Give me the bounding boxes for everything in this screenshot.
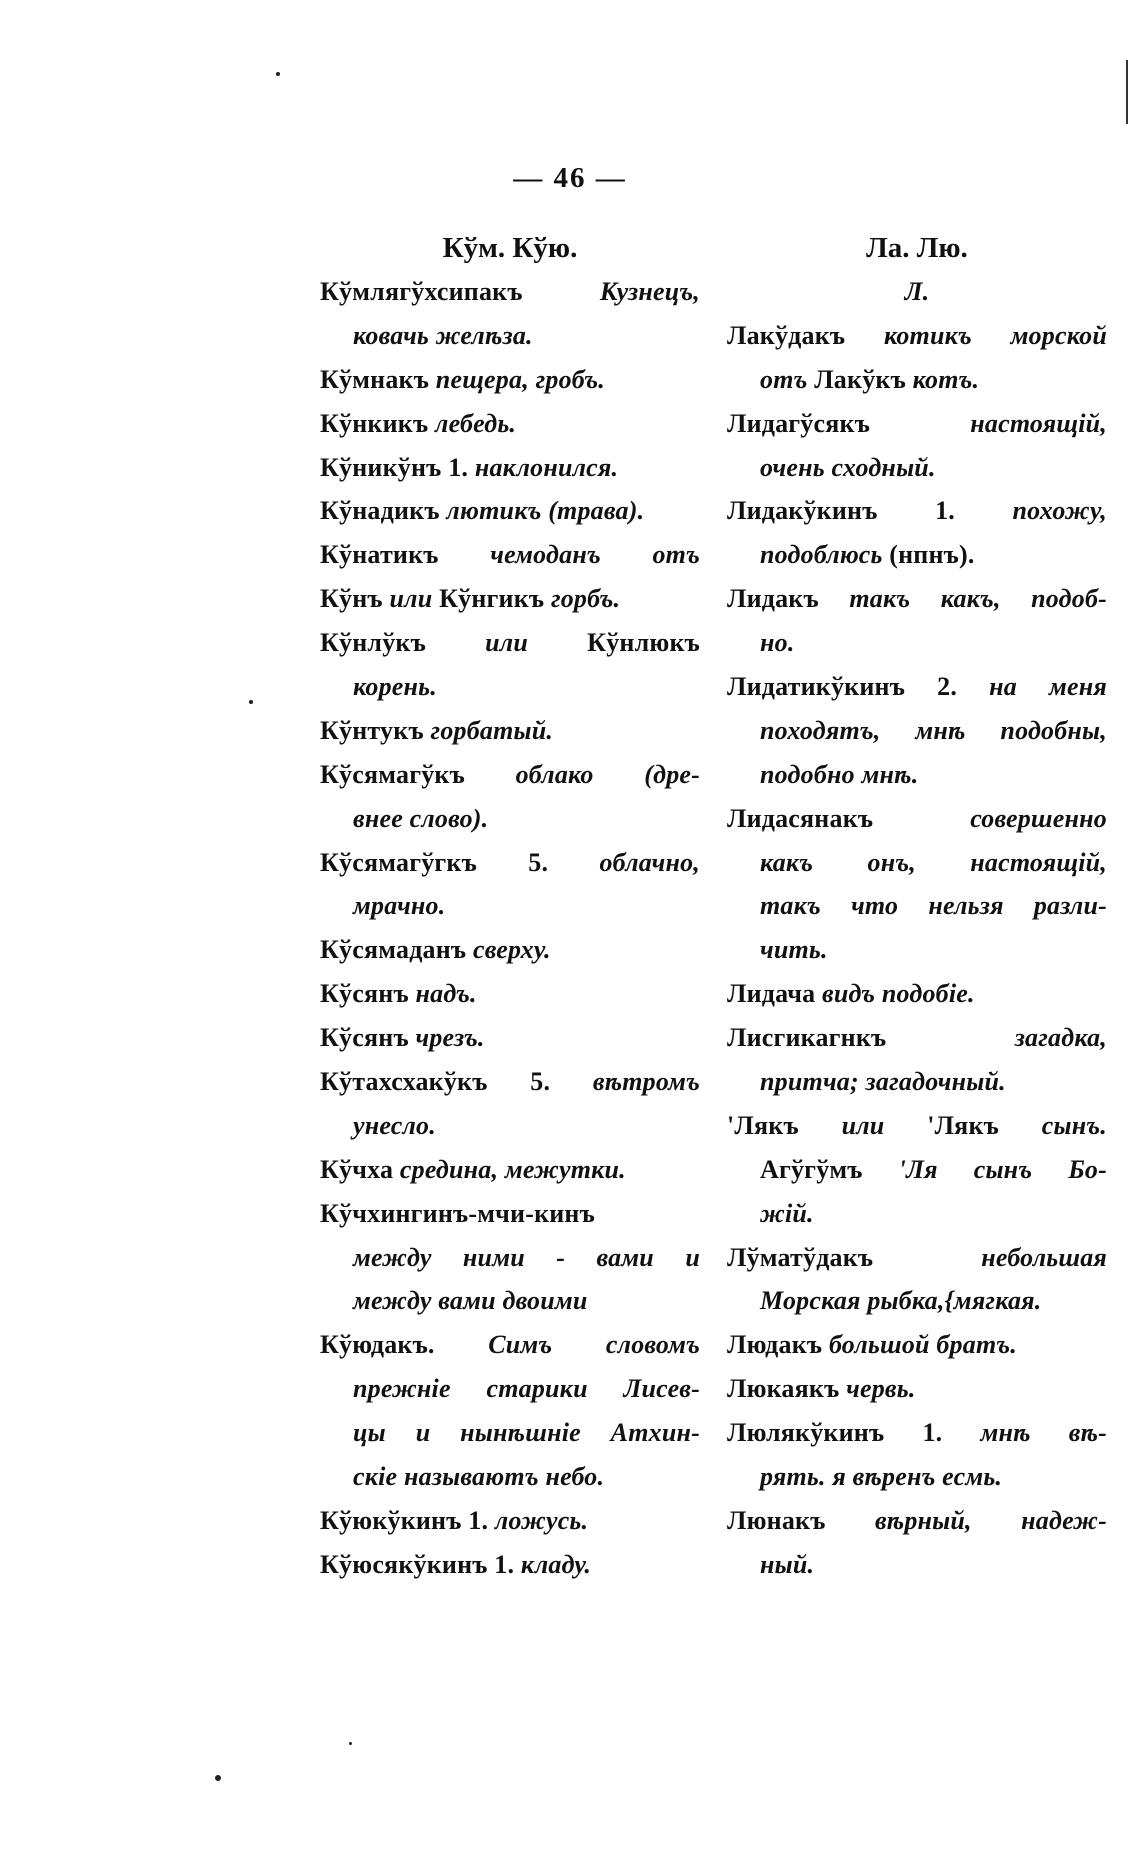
headword: Лакўкъ — [814, 364, 913, 394]
definition: ный. — [760, 1549, 815, 1579]
definition: ковачь желѣза. — [353, 320, 533, 350]
dictionary-line — [727, 753, 1107, 797]
definition: прежніе старики Лисев- — [353, 1374, 700, 1404]
definition: вѣтромъ — [592, 1067, 700, 1097]
definition: или — [485, 628, 588, 658]
dictionary-line — [727, 270, 1107, 314]
dictionary-line — [320, 1236, 700, 1280]
dictionary-line — [727, 665, 1107, 709]
headword: Кўюкўкинъ 1. — [320, 1505, 495, 1535]
headword: Лидакўкинъ 1. — [727, 496, 1013, 526]
definition: притча; загадочный. — [760, 1067, 1006, 1097]
dictionary-line — [320, 841, 700, 885]
definition: горбъ. — [550, 584, 621, 614]
left-column-header: Кўм. Кўю. — [442, 232, 578, 264]
dictionary-line — [727, 797, 1107, 841]
dictionary-line — [727, 1323, 1107, 1367]
definition: чрезъ. — [415, 1023, 485, 1053]
definition: средина, межутки. — [399, 1154, 626, 1184]
scan-speck — [276, 72, 280, 76]
definition: видъ подобіе. — [822, 979, 975, 1009]
headword: (нпнъ). — [889, 540, 975, 570]
definition: унесло. — [353, 1110, 436, 1140]
dictionary-line — [727, 533, 1107, 577]
definition: надъ. — [415, 979, 477, 1009]
definition: небольшая — [981, 1242, 1107, 1272]
headword: Кўмлягўхсипакъ — [320, 277, 600, 306]
headword: Лисгикагнкъ — [727, 1023, 1015, 1053]
dictionary-line — [727, 1060, 1107, 1104]
definition: Морская рыбка,{мягкая. — [760, 1286, 1042, 1316]
headword: Кўюдакъ. — [320, 1330, 489, 1360]
definition: чемоданъ отъ — [490, 540, 700, 570]
definition: лебедь. — [435, 408, 517, 438]
dictionary-line — [727, 1104, 1107, 1148]
definition: подоблюсь — [760, 540, 890, 570]
left-column — [320, 226, 700, 1587]
scan-speck — [349, 1742, 352, 1745]
dictionary-line — [320, 358, 700, 402]
definition: ложусь. — [494, 1505, 589, 1535]
definition: жій. — [760, 1198, 814, 1228]
definition: мнѣ вѣ- — [980, 1418, 1107, 1448]
dictionary-line — [727, 1455, 1107, 1499]
definition: сынъ. — [1041, 1110, 1107, 1140]
definition: большой братъ. — [828, 1330, 1017, 1360]
headword: Кўнтукъ — [320, 715, 431, 745]
dictionary-line — [320, 1148, 700, 1192]
dictionary-line — [320, 1411, 700, 1455]
definition: или — [389, 584, 440, 614]
definition: походятъ, мнѣ подобны, — [760, 715, 1107, 745]
definition: совершенно — [970, 803, 1107, 833]
definition: Кузнецъ, — [599, 277, 700, 306]
dictionary-line — [320, 1060, 700, 1104]
definition: но. — [760, 628, 795, 658]
dictionary-line — [727, 928, 1107, 972]
definition: котикъ морской — [883, 320, 1107, 350]
definition: сверху. — [472, 935, 551, 965]
dictionary-line — [320, 1279, 700, 1323]
dictionary-line — [320, 1016, 700, 1060]
headword: Люлякўкинъ 1. — [727, 1418, 981, 1448]
definition: отъ — [760, 364, 815, 394]
headword: Кўнкикъ — [320, 408, 436, 438]
definition: облако (дре- — [515, 759, 700, 789]
definition: загадка, — [1014, 1023, 1107, 1053]
headword: Кўсямаданъ — [320, 935, 473, 965]
headword: Лидагўсякъ — [727, 408, 971, 438]
headword: Кўсямагўкъ — [320, 759, 516, 789]
definition: такъ что нельзя разли- — [760, 891, 1107, 921]
definition: или — [841, 1110, 928, 1140]
headword: Кўчха — [320, 1154, 400, 1184]
dictionary-line — [320, 1499, 700, 1543]
dictionary-line — [727, 577, 1107, 621]
scan-speck — [249, 700, 253, 704]
dictionary-line — [320, 928, 700, 972]
right-entries — [727, 270, 1107, 1587]
definition: на меня — [989, 672, 1107, 702]
definition: лютикъ (трава). — [446, 496, 645, 526]
headword: Кўсямагўгкъ 5. — [320, 847, 600, 877]
definition: очень сходный. — [760, 452, 936, 482]
dictionary-line — [320, 1543, 700, 1587]
dictionary-line — [320, 1323, 700, 1367]
headword: Кўюсякўкинъ 1. — [320, 1549, 521, 1579]
dictionary-line — [320, 270, 700, 314]
headword: Кўсянъ — [320, 1023, 416, 1053]
headword: Кўнадикъ — [320, 496, 447, 526]
definition: между ними - вами и — [353, 1242, 700, 1272]
definition: чить. — [760, 935, 828, 965]
headword: Лакўдакъ — [727, 320, 884, 350]
headword: Лўматўдакъ — [727, 1242, 982, 1272]
dictionary-line — [727, 1367, 1107, 1411]
definition: между вами двоими — [353, 1286, 588, 1316]
dictionary-line — [727, 402, 1107, 446]
headword: Агўгўмъ — [760, 1154, 899, 1184]
dictionary-line — [320, 884, 700, 928]
headword: Кўнлўкъ — [320, 628, 486, 658]
headword: 'Лякъ — [727, 1110, 842, 1140]
definition: горбатый. — [430, 715, 554, 745]
definition: наклонился. — [474, 452, 619, 482]
headword: Кўтахсхакўкъ 5. — [320, 1067, 593, 1097]
dictionary-line — [727, 972, 1107, 1016]
dictionary-line — [320, 446, 700, 490]
definition: 'Ля сынъ Бо- — [898, 1154, 1107, 1184]
scan-edge-mark — [1126, 60, 1128, 124]
headword: Люнакъ — [727, 1505, 875, 1535]
definition: червь. — [846, 1374, 916, 1404]
headword: Кўсянъ — [320, 979, 416, 1009]
definition: кладу. — [520, 1549, 592, 1579]
dictionary-line — [320, 972, 700, 1016]
definition: похожу, — [1012, 496, 1107, 526]
definition: внее слово). — [353, 803, 489, 833]
headword: Кўнлюкъ — [587, 628, 700, 658]
dictionary-line — [727, 1411, 1107, 1455]
dictionary-line — [727, 1016, 1107, 1060]
dictionary-line — [727, 446, 1107, 490]
definition: облачно, — [599, 847, 700, 877]
dictionary-line — [320, 1192, 700, 1236]
right-column — [727, 226, 1107, 1587]
dictionary-line — [320, 402, 700, 446]
page-number: — 46 — — [513, 162, 627, 194]
definition: корень. — [353, 672, 437, 702]
dictionary-line — [727, 1279, 1107, 1323]
headword: 'Лякъ — [927, 1110, 1042, 1140]
headword: Людакъ — [727, 1330, 829, 1360]
dictionary-line — [727, 489, 1107, 533]
dictionary-line — [320, 709, 700, 753]
scan-speck — [215, 1775, 221, 1781]
dictionary-line — [320, 533, 700, 577]
headword: Лидатикўкинъ 2. — [727, 672, 990, 702]
dictionary-line — [320, 577, 700, 621]
headword: Люкаякъ — [727, 1374, 847, 1404]
definition: рять. я вѣренъ есмь. — [760, 1462, 1003, 1492]
dictionary-line — [727, 1148, 1107, 1192]
dictionary-line — [727, 1543, 1107, 1587]
headword: Кўникўнъ 1. — [320, 452, 475, 482]
definition: Л. — [904, 277, 930, 306]
dictionary-line — [727, 884, 1107, 928]
headword: Кўчхингинъ-мчи-кинъ — [320, 1198, 595, 1228]
dictionary-line — [320, 665, 700, 709]
definition: вѣрный, надеж- — [874, 1505, 1107, 1535]
headword: Кўнъ — [320, 584, 390, 614]
dictionary-line — [320, 489, 700, 533]
dictionary-line — [727, 314, 1107, 358]
headword: Лидача — [727, 979, 823, 1009]
dictionary-line — [320, 314, 700, 358]
dictionary-line — [727, 621, 1107, 665]
left-entries — [320, 270, 700, 1587]
dictionary-line — [320, 797, 700, 841]
dictionary-line — [320, 1455, 700, 1499]
dictionary-line — [727, 1236, 1107, 1280]
dictionary-line — [320, 1367, 700, 1411]
dictionary-line — [727, 1192, 1107, 1236]
headword: Кўмнакъ — [320, 364, 436, 394]
headword: Кўнатикъ — [320, 540, 491, 570]
dictionary-line — [727, 841, 1107, 885]
right-column-header: Ла. Лю. — [866, 232, 968, 264]
definition: настоящій, — [970, 408, 1107, 438]
dictionary-line — [320, 1104, 700, 1148]
dictionary-line — [320, 621, 700, 665]
dictionary-line — [727, 1499, 1107, 1543]
definition: скіе называютъ небо. — [353, 1462, 605, 1492]
dictionary-line — [320, 753, 700, 797]
definition: цы и нынѣшніе Атхин- — [353, 1418, 700, 1448]
headword: Кўнгикъ — [439, 584, 551, 614]
definition: подобно мнѣ. — [760, 759, 919, 789]
definition: такъ какъ, подоб- — [849, 584, 1107, 614]
definition: мрачно. — [353, 891, 446, 921]
headword: Лидасянакъ — [727, 803, 971, 833]
headword: Лидакъ — [727, 584, 850, 614]
dictionary-line — [727, 358, 1107, 402]
definition: пещера, гробъ. — [435, 364, 605, 394]
definition: котъ. — [912, 364, 980, 394]
definition: какъ онъ, настоящій, — [760, 847, 1107, 877]
dictionary-line — [727, 709, 1107, 753]
definition: Симъ словомъ — [488, 1330, 700, 1360]
